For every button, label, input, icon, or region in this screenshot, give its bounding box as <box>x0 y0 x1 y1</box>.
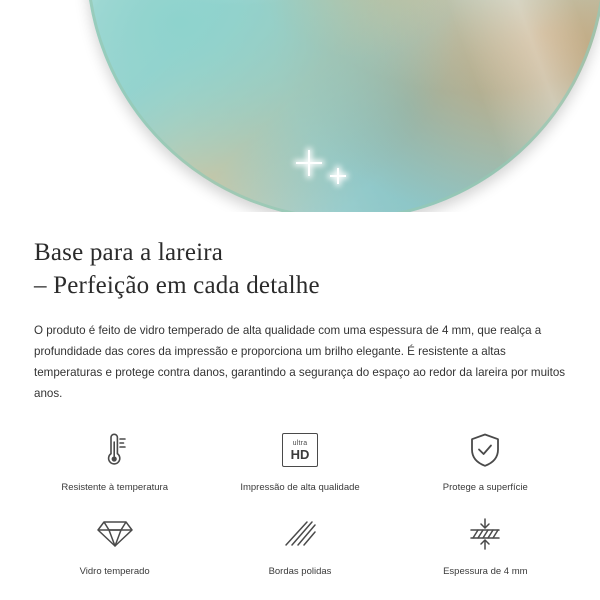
feature-item-temperature <box>22 428 207 494</box>
glass-panel-graphic <box>86 0 600 212</box>
shield-check-icon <box>461 428 509 472</box>
text-content <box>0 212 600 404</box>
feature-item-print-quality <box>207 428 392 494</box>
hero-product-image <box>0 0 600 212</box>
polished-edges-icon <box>276 512 324 556</box>
ultra-hd-icon <box>276 428 324 472</box>
diamond-icon <box>91 512 139 556</box>
feature-label: Bordas polidas <box>268 566 332 577</box>
feature-label: Resistente à temperatura <box>61 482 168 493</box>
feature-label: Impressão de alta qualidade <box>240 482 360 493</box>
thickness-icon <box>461 512 509 556</box>
headline-line-2: – Perfeição em cada detalhe <box>34 272 320 299</box>
feature-label: Vidro temperado <box>79 566 150 577</box>
headline-line-1: Base para a lareira <box>34 239 224 266</box>
ultra-hd-badge-main: HD <box>290 446 310 462</box>
ultra-hd-badge-top: ultra <box>292 439 308 447</box>
feature-item-surface-protection <box>393 428 578 494</box>
feature-item-tempered-glass <box>22 512 207 578</box>
thermometer-icon <box>91 428 139 472</box>
description-paragraph: O produto é feito de vidro temperado de alta qualidade com uma espessura de 4 mm, que realça a profundidade das cores da impressão e proporciona um brilho elegante. É resistente a altas temperaturas e protege contra danos, garantindo a segurança do espaço ao redor da lareira por muitos anos. <box>34 324 566 400</box>
feature-label: Espessura de 4 mm <box>443 566 528 577</box>
feature-list <box>0 428 600 578</box>
page-title <box>34 236 566 302</box>
feature-label: Protege a superfície <box>442 482 528 493</box>
feature-item-polished-edges <box>207 512 392 578</box>
feature-item-thickness <box>393 512 578 578</box>
